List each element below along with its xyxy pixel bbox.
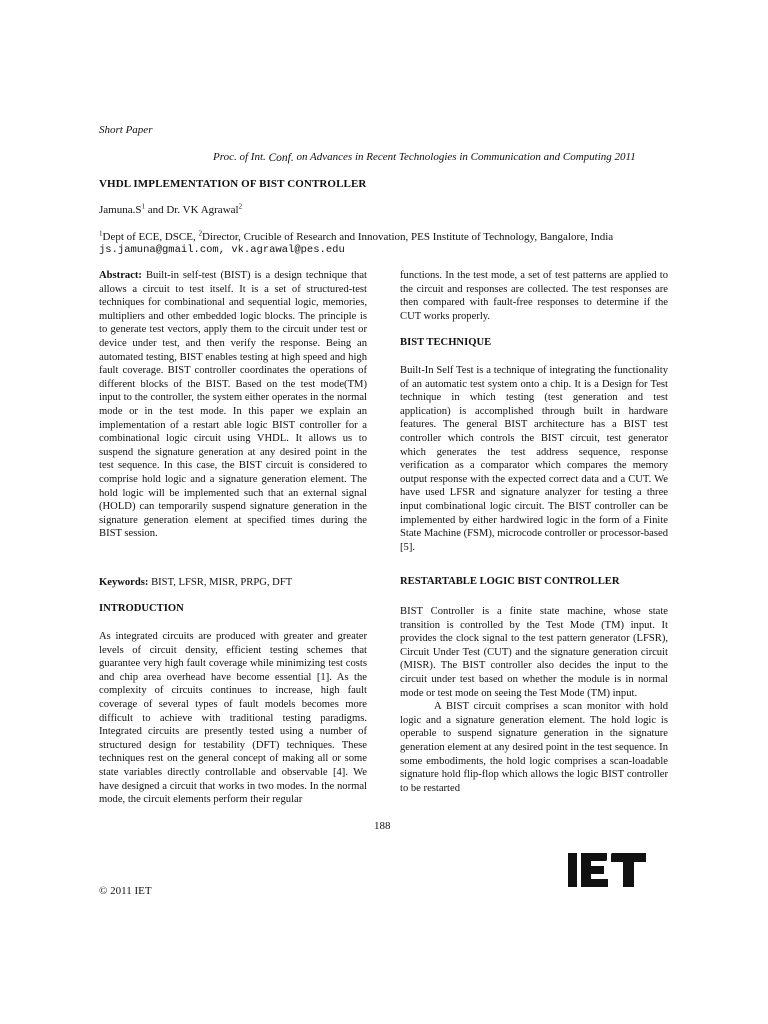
authors-and: and Dr. VK Agrawal: [144, 204, 239, 216]
bist-technique-paragraph: Built-In Self Test is a technique of integrating the functionality of an automatic test system onto a chip. It is a Design for Test technique in which testing (test generation and test application) is accomplished through built in hardware features. The general BIST architecture has a BIST test controller which controls the BIST circuit, test generator which generates the test address sequence, response verification as a comparator which compares the memory output response with the expected correct data and a CUT. We have used LFSR and signature analyzer for testing a three input combinational logic circuit. The BIST controller can be implemented by either hardwired logic in the form of a Finite State Machine (FSM), microcode controller or processor-based [5].: [400, 365, 668, 553]
proceedings-line: [213, 151, 636, 163]
keywords-text: BIST, LFSR, MISR, PRPG, DFT: [148, 577, 293, 588]
continuation-paragraph: functions. In the test mode, a set of test patterns are applied to the circuit and responses are collected. The test responses are then compared with fault-free responses to determine if the CUT works properly.: [400, 270, 668, 322]
proc-conf: Conf.: [268, 152, 294, 164]
author-emails: js.jamuna@gmail.com, vk.agrawal@pes.edu: [99, 244, 345, 256]
affil-text-2: Director, Crucible of Research and Innovation, PES Institute of Technology, Bangalore, India: [201, 231, 614, 243]
affil-sup-2: 2: [198, 229, 202, 238]
proc-prefix: Proc. of Int.: [213, 151, 266, 163]
restartable-paragraph-2: A BIST circuit comprises a scan monitor with hold logic and a signature generation element. The hold logic is operable to suspend signature generation in the signature generation element at any desired point in the test sequence. In some embodiments, the hold logic comprises a scan-loadable signature hold flip-flop which allows the logic BIST controller to be restarted: [400, 701, 668, 794]
author-2-sup: 2: [238, 202, 243, 211]
author-1: Jamuna.S: [99, 204, 142, 216]
restartable-paragraph-1: BIST Controller is a finite state machine, whose state transition is controlled by the Test Mode (TM) input. It provides the clock signal to the test pattern generator (LFSR), Circuit Under Test (CUT) and the signature generation circuit (MISR). The BIST controller also decides the input to the circuit under test based on whether the module is in normal mode or test mode on seeing the Test Mode (TM) input.: [400, 606, 668, 699]
bist-technique-heading: BIST TECHNIQUE: [400, 337, 492, 348]
restartable-heading: RESTARTABLE LOGIC BIST CONTROLLER: [400, 576, 620, 587]
author-1-sup: 1: [141, 202, 145, 211]
right-continuation-block: [400, 269, 668, 323]
introduction-text: [99, 630, 367, 807]
paper-title: VHDL IMPLEMENTATION OF BIST CONTROLLER: [99, 178, 367, 190]
proc-suffix: on Advances in Recent Technologies in Communication and Computing 2011: [296, 151, 636, 163]
copyright-notice: © 2011 IET: [99, 885, 152, 897]
authors-line: [99, 204, 242, 216]
affiliation-line: [99, 231, 613, 243]
short-paper-label: Short Paper: [99, 124, 153, 136]
affil-sup-1: 1: [99, 229, 103, 238]
introduction-paragraph: As integrated circuits are produced with greater and greater levels of circuit density, efficient testing schemes that guarantee very high fault coverage while minimizing test costs and chip area overhead have become essential [1]. As the complexity of circuits continues to increase, high fault coverage of several types of fault models becomes more difficult to achieve with traditional testing paradigms. Integrated circuits are presently tested using a number of structured design for testability (DFT) techniques. These techniques rest on the general concept of making all or some state variables directly controllable and observable [4]. We have designed a circuit that works in two modes. In the normal mode, the circuit elements perform their regular: [99, 631, 367, 806]
affil-text-1: Dept of ECE, DSCE,: [102, 231, 199, 243]
restartable-block: [400, 605, 668, 795]
abstract-block: [99, 269, 367, 541]
keywords-label: Keywords:: [99, 577, 149, 588]
page-number: 188: [374, 820, 391, 832]
keywords-block: [99, 576, 367, 590]
bist-technique-block: [400, 364, 668, 554]
iet-logo: [567, 851, 647, 889]
abstract-label: Abstract:: [99, 270, 142, 281]
abstract-text: Built-in self-test (BIST) is a design technique that allows a circuit to test itself. It is a set of structured-test techniques for combinational and sequential logic, memories, multipliers and other embedded logic blocks. The principle is to generate test vectors, apply them to the circuit under test or device under test, and then verify the response. Being an automated testing, BIST enables testing at high speed and high fault coverage. BIST controller coordinates the operations of different blocks of the BIST. Based on the test mode(TM) input to the controller, the system either operates in the normal mode or in the test mode. In this paper we explain an implementation of a restart able logic BIST controller for a combinational logic circuit using VHDL. It allows us to suspend the signature generation at any desired point in the test sequence. In this case, the BIST circuit is considered to comprise hold logic and a signature generation element. The hold logic will be implemented such that an external signal (HOLD) can temporarily suspend signature generation in the signature generation element at specified times during the BIST session.: [99, 270, 367, 540]
introduction-heading: INTRODUCTION: [99, 603, 184, 614]
